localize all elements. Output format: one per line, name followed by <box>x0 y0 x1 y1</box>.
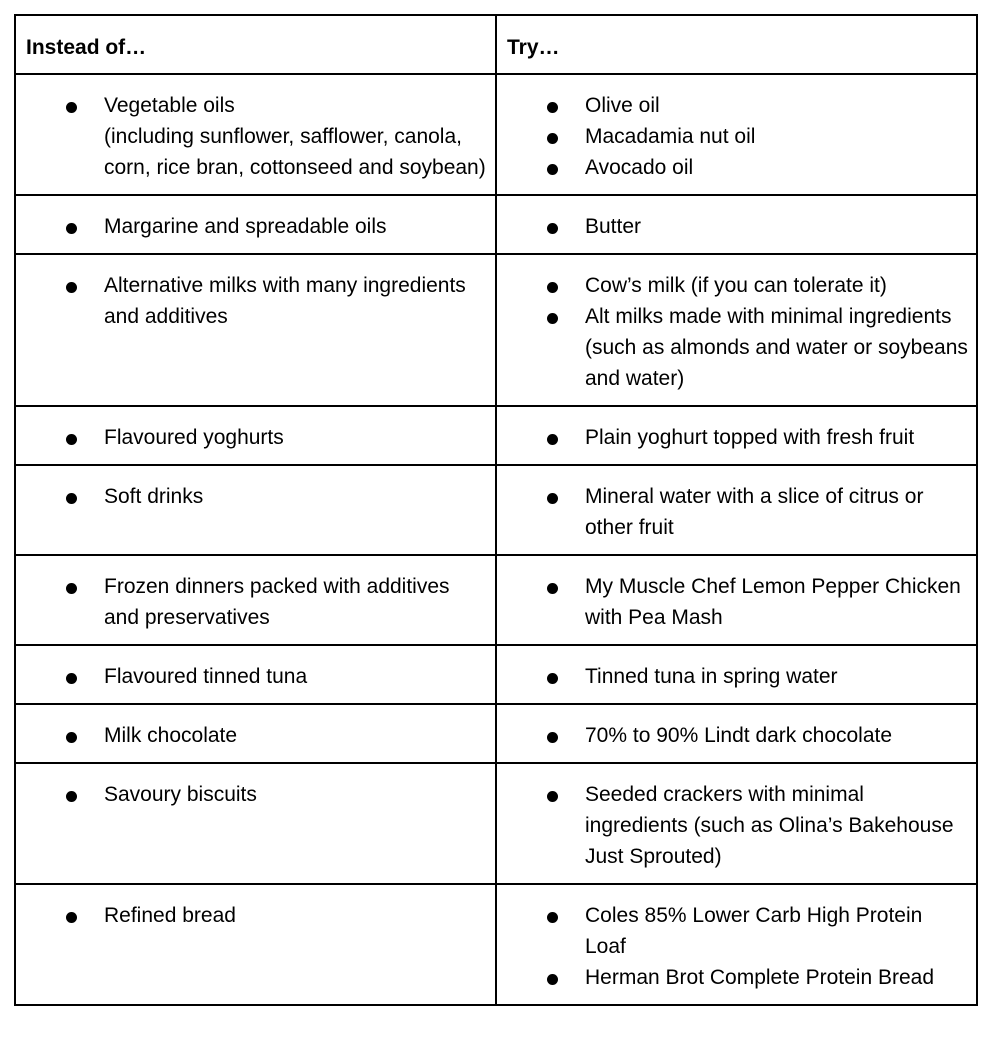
list-item <box>497 571 968 633</box>
list-item <box>497 301 968 394</box>
list-item <box>497 962 968 993</box>
try-cell <box>496 195 977 254</box>
list-item-text: Cow’s milk (if you can tolerate it) <box>585 274 887 297</box>
bullet-icon <box>547 912 558 923</box>
try-cell <box>496 555 977 645</box>
list-item-text: Coles 85% Lower Carb High Protein Loaf <box>585 904 923 958</box>
try-cell <box>496 254 977 406</box>
table-row <box>15 763 977 884</box>
bullet-list <box>16 646 495 703</box>
list-item-text: Savoury biscuits <box>104 783 257 806</box>
list-item-text: Plain yoghurt topped with fresh fruit <box>585 426 915 449</box>
bullet-list <box>497 556 976 644</box>
try-cell <box>496 406 977 465</box>
bullet-icon <box>66 102 77 113</box>
instead-of-cell <box>15 195 496 254</box>
list-item-text: 70% to 90% Lindt dark chocolate <box>585 724 893 747</box>
instead-of-cell <box>15 555 496 645</box>
table-row <box>15 884 977 1005</box>
list-item <box>16 900 487 931</box>
bullet-icon <box>547 673 558 684</box>
instead-of-cell <box>15 884 496 1005</box>
list-item-text: Soft drinks <box>104 485 204 508</box>
bullet-icon <box>547 313 558 324</box>
list-item-text: Flavoured tinned tuna <box>104 665 308 688</box>
list-item <box>497 211 968 242</box>
bullet-icon <box>66 673 77 684</box>
bullet-icon <box>547 164 558 175</box>
list-item <box>16 720 487 751</box>
list-item-text: Flavoured yoghurts <box>104 426 284 449</box>
bullet-icon <box>547 133 558 144</box>
list-item-text: Tinned tuna in spring water <box>585 665 838 688</box>
list-item <box>497 152 968 183</box>
bullet-list <box>497 466 976 554</box>
list-item <box>16 571 487 633</box>
bullet-icon <box>547 102 558 113</box>
list-item-text: Alt milks made with minimal ingredients (such as almonds and water or soybeans and water) <box>585 305 968 390</box>
bullet-list <box>16 705 495 762</box>
table-row <box>15 195 977 254</box>
instead-of-cell <box>15 763 496 884</box>
bullet-icon <box>66 583 77 594</box>
list-item <box>497 481 968 543</box>
bullet-icon <box>547 434 558 445</box>
bullet-icon <box>547 583 558 594</box>
bullet-icon <box>547 732 558 743</box>
list-item-text: My Muscle Chef Lemon Pepper Chicken with Pea Mash <box>585 575 961 629</box>
list-item-text: Butter <box>585 215 642 238</box>
list-item <box>497 900 968 962</box>
list-item-text: Olive oil <box>585 94 660 117</box>
list-item <box>16 422 487 453</box>
bullet-icon <box>547 493 558 504</box>
list-item-text: Vegetable oils (including sunflower, safflower, canola, corn, rice bran, cottonseed and soybean) <box>104 94 486 179</box>
list-item <box>497 121 968 152</box>
table-row <box>15 645 977 704</box>
try-cell <box>496 763 977 884</box>
bullet-icon <box>547 974 558 985</box>
table-row <box>15 465 977 555</box>
bullet-list <box>497 764 976 883</box>
bullet-list <box>497 196 976 253</box>
header-try: Try… <box>496 15 977 74</box>
list-item <box>497 422 968 453</box>
instead-of-cell <box>15 254 496 406</box>
table-row <box>15 254 977 406</box>
list-item-text: Alternative milks with many ingredients and additives <box>104 274 466 328</box>
bullet-icon <box>66 493 77 504</box>
try-cell <box>496 704 977 763</box>
header-instead-of: Instead of… <box>15 15 496 74</box>
food-swap-table <box>14 14 978 1006</box>
list-item-text: Mineral water with a slice of citrus or other fruit <box>585 485 924 539</box>
bullet-list <box>497 646 976 703</box>
bullet-icon <box>66 791 77 802</box>
list-item <box>16 211 487 242</box>
list-item-text: Refined bread <box>104 904 236 927</box>
bullet-icon <box>66 282 77 293</box>
list-item <box>16 661 487 692</box>
instead-of-cell <box>15 645 496 704</box>
bullet-list <box>16 75 495 194</box>
list-item <box>16 90 487 183</box>
instead-of-cell <box>15 74 496 195</box>
list-item-text: Macadamia nut oil <box>585 125 756 148</box>
list-item <box>16 481 487 512</box>
bullet-list <box>497 407 976 464</box>
try-cell <box>496 645 977 704</box>
bullet-list <box>16 407 495 464</box>
try-cell <box>496 74 977 195</box>
bullet-icon <box>66 732 77 743</box>
list-item <box>497 661 968 692</box>
list-item-text: Herman Brot Complete Protein Bread <box>585 966 934 989</box>
bullet-list <box>16 196 495 253</box>
bullet-list <box>497 75 976 194</box>
table-row <box>15 555 977 645</box>
bullet-list <box>16 466 495 523</box>
list-item <box>497 779 968 872</box>
list-item-text: Milk chocolate <box>104 724 238 747</box>
bullet-icon <box>66 223 77 234</box>
list-item <box>16 779 487 810</box>
list-item <box>497 90 968 121</box>
list-item <box>16 270 487 332</box>
bullet-icon <box>547 223 558 234</box>
list-item-text: Avocado oil <box>585 156 694 179</box>
list-item <box>497 720 968 751</box>
bullet-icon <box>66 912 77 923</box>
bullet-list <box>16 885 495 942</box>
table-body <box>15 74 977 1005</box>
bullet-list <box>497 255 976 405</box>
try-cell <box>496 884 977 1005</box>
table-row <box>15 74 977 195</box>
table-row <box>15 704 977 763</box>
list-item-text: Frozen dinners packed with additives and preservatives <box>104 575 450 629</box>
bullet-icon <box>66 434 77 445</box>
bullet-list <box>497 885 976 1004</box>
list-item <box>497 270 968 301</box>
bullet-list <box>16 556 495 644</box>
instead-of-cell <box>15 704 496 763</box>
instead-of-cell <box>15 406 496 465</box>
try-cell <box>496 465 977 555</box>
list-item-text: Margarine and spreadable oils <box>104 215 387 238</box>
bullet-icon <box>547 791 558 802</box>
instead-of-cell <box>15 465 496 555</box>
bullet-icon <box>547 282 558 293</box>
bullet-list <box>16 255 495 343</box>
list-item-text: Seeded crackers with minimal ingredients (such as Olina’s Bakehouse Just Sprouted) <box>585 783 954 868</box>
bullet-list <box>497 705 976 762</box>
bullet-list <box>16 764 495 821</box>
table-row <box>15 406 977 465</box>
header-row <box>15 15 977 74</box>
